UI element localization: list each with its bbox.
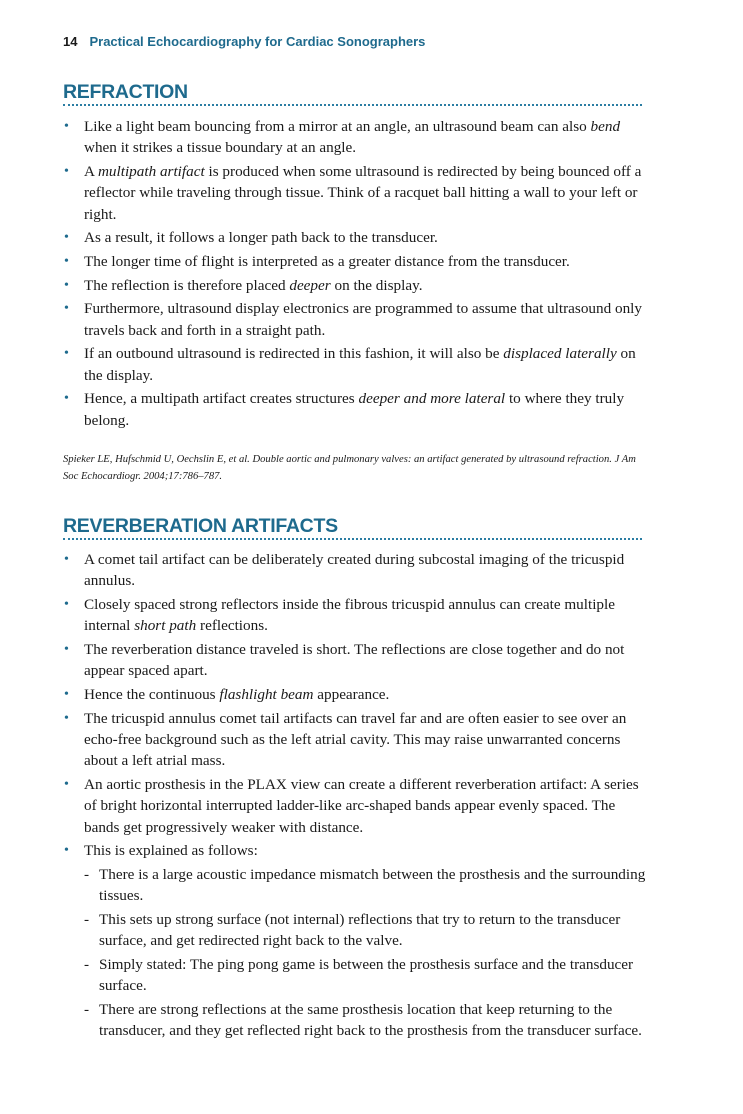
bullet-item: • The tricuspid annulus comet tail artifacts can travel far and are often easier to see over an echo-free background such as the left atrial cavity. This may raise unwarranted concerns about a left atrial mass.	[63, 708, 653, 772]
bullet-item: • The reverberation distance traveled is short. The reflections are close together and do not appear spaced apart.	[63, 639, 653, 682]
sub-bullet-item: - Simply stated: The ping pong game is between the prosthesis surface and the transducer surface.	[84, 954, 653, 997]
bullet-item: • A multipath artifact is produced when some ultrasound is redirected by being bounced off a reflector while traveling through tissue. Think of a racquet ball hitting a wall to your left or right.	[63, 161, 653, 225]
bullet-item: • A comet tail artifact can be deliberately created during subcostal imaging of the tricuspid annulus.	[63, 549, 653, 592]
bullet-item: • The longer time of flight is interpreted as a greater distance from the transducer.	[63, 251, 653, 272]
running-header	[63, 34, 425, 49]
explanation-sub-list	[84, 864, 653, 1042]
page-number: 14	[63, 34, 78, 49]
reverberation-bullet-list	[63, 549, 653, 1044]
sub-bullet-item: - This sets up strong surface (not internal) reflections that try to return to the transducer surface, and get redirected right back to the valve.	[84, 909, 653, 952]
bullet-item: • Hence, a multipath artifact creates structures deeper and more lateral to where they truly belong.	[63, 388, 653, 431]
bullet-item: • As a result, it follows a longer path back to the transducer.	[63, 227, 653, 248]
section-rule-refraction	[63, 104, 642, 106]
bullet-item: • Closely spaced strong reflectors inside the fibrous tricuspid annulus can create multiple internal short path reflections.	[63, 594, 653, 637]
bullet-item: • If an outbound ultrasound is redirected in this fashion, it will also be displaced laterally on the display.	[63, 343, 653, 386]
bullet-item: • Like a light beam bouncing from a mirror at an angle, an ultrasound beam can also bend when it strikes a tissue boundary at an angle.	[63, 116, 653, 159]
reference-citation: Spieker LE, Hufschmid U, Oechslin E, et al. Double aortic and pulmonary valves: an artifact generated by ultrasound refraction. J Am Soc Echocardiogr. 2004;17:786–787.	[63, 454, 636, 482]
section-title-refraction: REFRACTION	[63, 81, 188, 103]
bullet-item: • An aortic prosthesis in the PLAX view can create a different reverberation artifact: A series of bright horizontal interrupted ladder-like arc-shaped bands appear evenly spaced. The bands get progressively weaker with distance.	[63, 774, 653, 838]
sub-bullet-item: - There are strong reflections at the same prosthesis location that keep returning to the transducer, and they get reflected right back to the prosthesis from the transducer surface.	[84, 999, 653, 1042]
bullet-item: • Furthermore, ultrasound display electronics are programmed to assume that ultrasound only travels back and forth in a straight path.	[63, 298, 653, 341]
refraction-bullet-list	[63, 116, 653, 433]
bullet-item: • This is explained as follows: - There is a large acoustic impedance mismatch between the prosthesis and the surrounding tissues. - This sets up strong surface (not internal) reflections that try to return to the transducer surface, and get redirected right back to the valve. - Simply stated: The ping pong game is between the prosthesis surface and the transducer surface. - There are strong reflections at the same prosthesis location that keep returning to the transducer, and they get reflected right back to the prosthesis from the transducer surface.	[63, 840, 653, 1041]
bullet-item: • Hence the continuous flashlight beam appearance.	[63, 684, 653, 705]
sub-bullet-item: - There is a large acoustic impedance mismatch between the prosthesis and the surrounding tissues.	[84, 864, 653, 907]
section-rule-reverberation	[63, 538, 642, 540]
bullet-item: • The reflection is therefore placed deeper on the display.	[63, 275, 653, 296]
running-title: Practical Echocardiography for Cardiac Sonographers	[89, 34, 426, 49]
section-title-reverberation: REVERBERATION ARTIFACTS	[63, 515, 338, 537]
